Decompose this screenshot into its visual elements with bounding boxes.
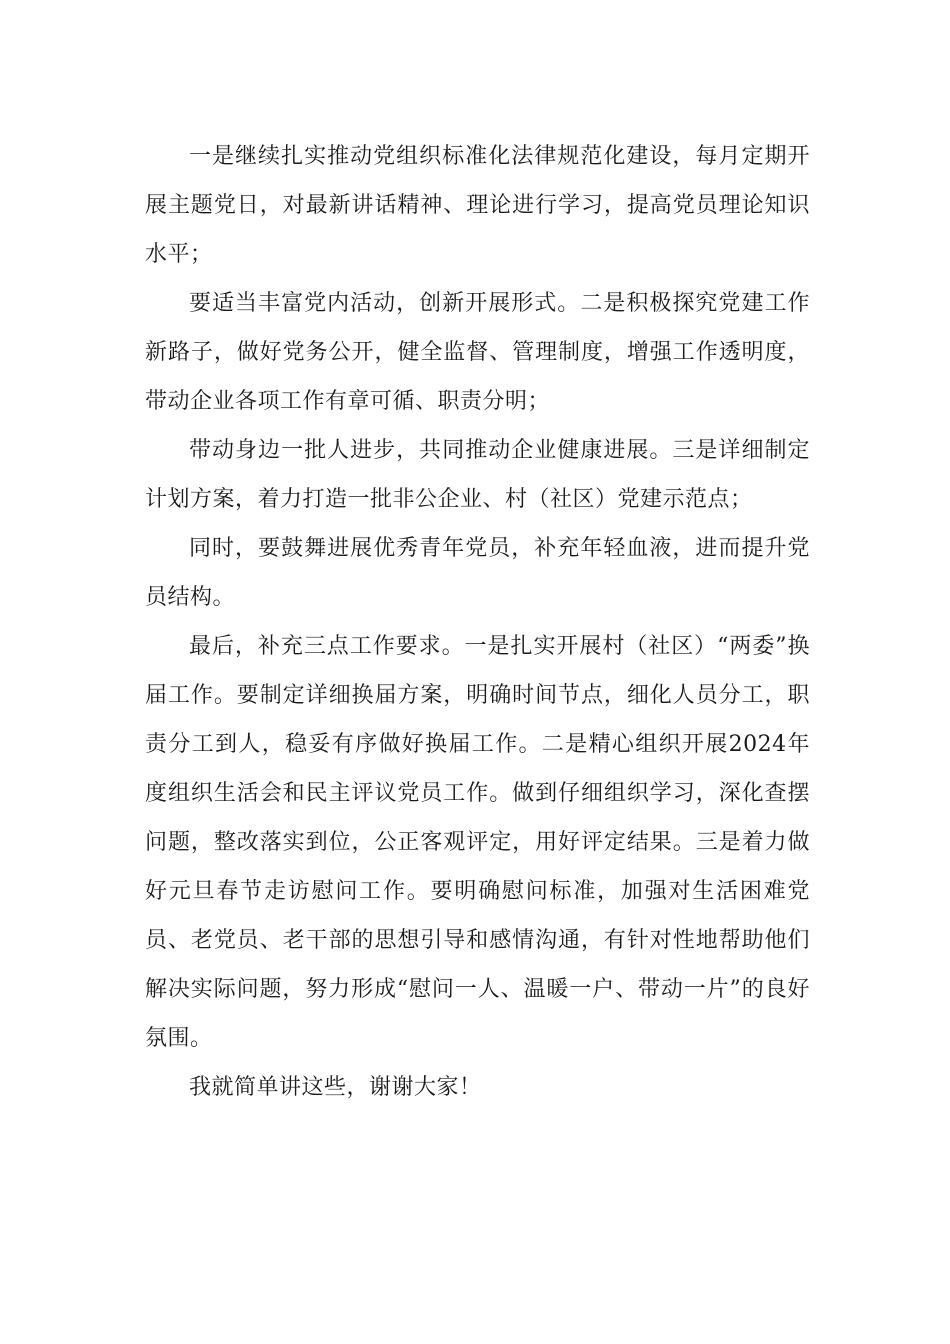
paragraph-1: 一是继续扎实推动党组织标准化法律规范化建设，每月定期开展主题党日，对最新讲话精神、理论进行学习，提高党员理论知识水平；	[145, 144, 810, 267]
paragraph-5: 最后，补充三点工作要求。一是扎实开展村（社区）“两委”换届工作。要制定详细换届方案，明确时间节点，细化人员分工，职责分工到人，稳妥有序做好换届工作。二是精心组织开展2024年度组织生活会和民主评议党员工作。做到仔细组织学习，深化查摆问题，整改落实到位，公正客观评定，用好评定结果。三是着力做好元旦春节走访慰问工作。要明确慰问标准，加强对生活困难党员、老党员、老干部的思想引导和感情沟通，有针对性地帮助他们解决实际问题，努力形成“慰问一人、温暖一户、带动一片”的良好氛围。	[145, 634, 810, 1051]
document-body	[145, 132, 810, 1112]
paragraph-3: 带动身边一批人进步，共同推动企业健康进展。三是详细制定计划方案，着力打造一批非公企业、村（社区）党建示范点；	[145, 438, 810, 512]
paragraph-4: 同时，要鼓舞进展优秀青年党员，补充年轻血液，进而提升党员结构。	[145, 536, 810, 610]
paragraph-2: 要适当丰富党内活动，创新开展形式。二是积极探究党建工作新路子，做好党务公开，健全监督、管理制度，增强工作透明度，带动企业各项工作有章可循、职责分明；	[145, 291, 810, 414]
paragraph-6: 我就简单讲这些，谢谢大家！	[189, 1075, 482, 1100]
